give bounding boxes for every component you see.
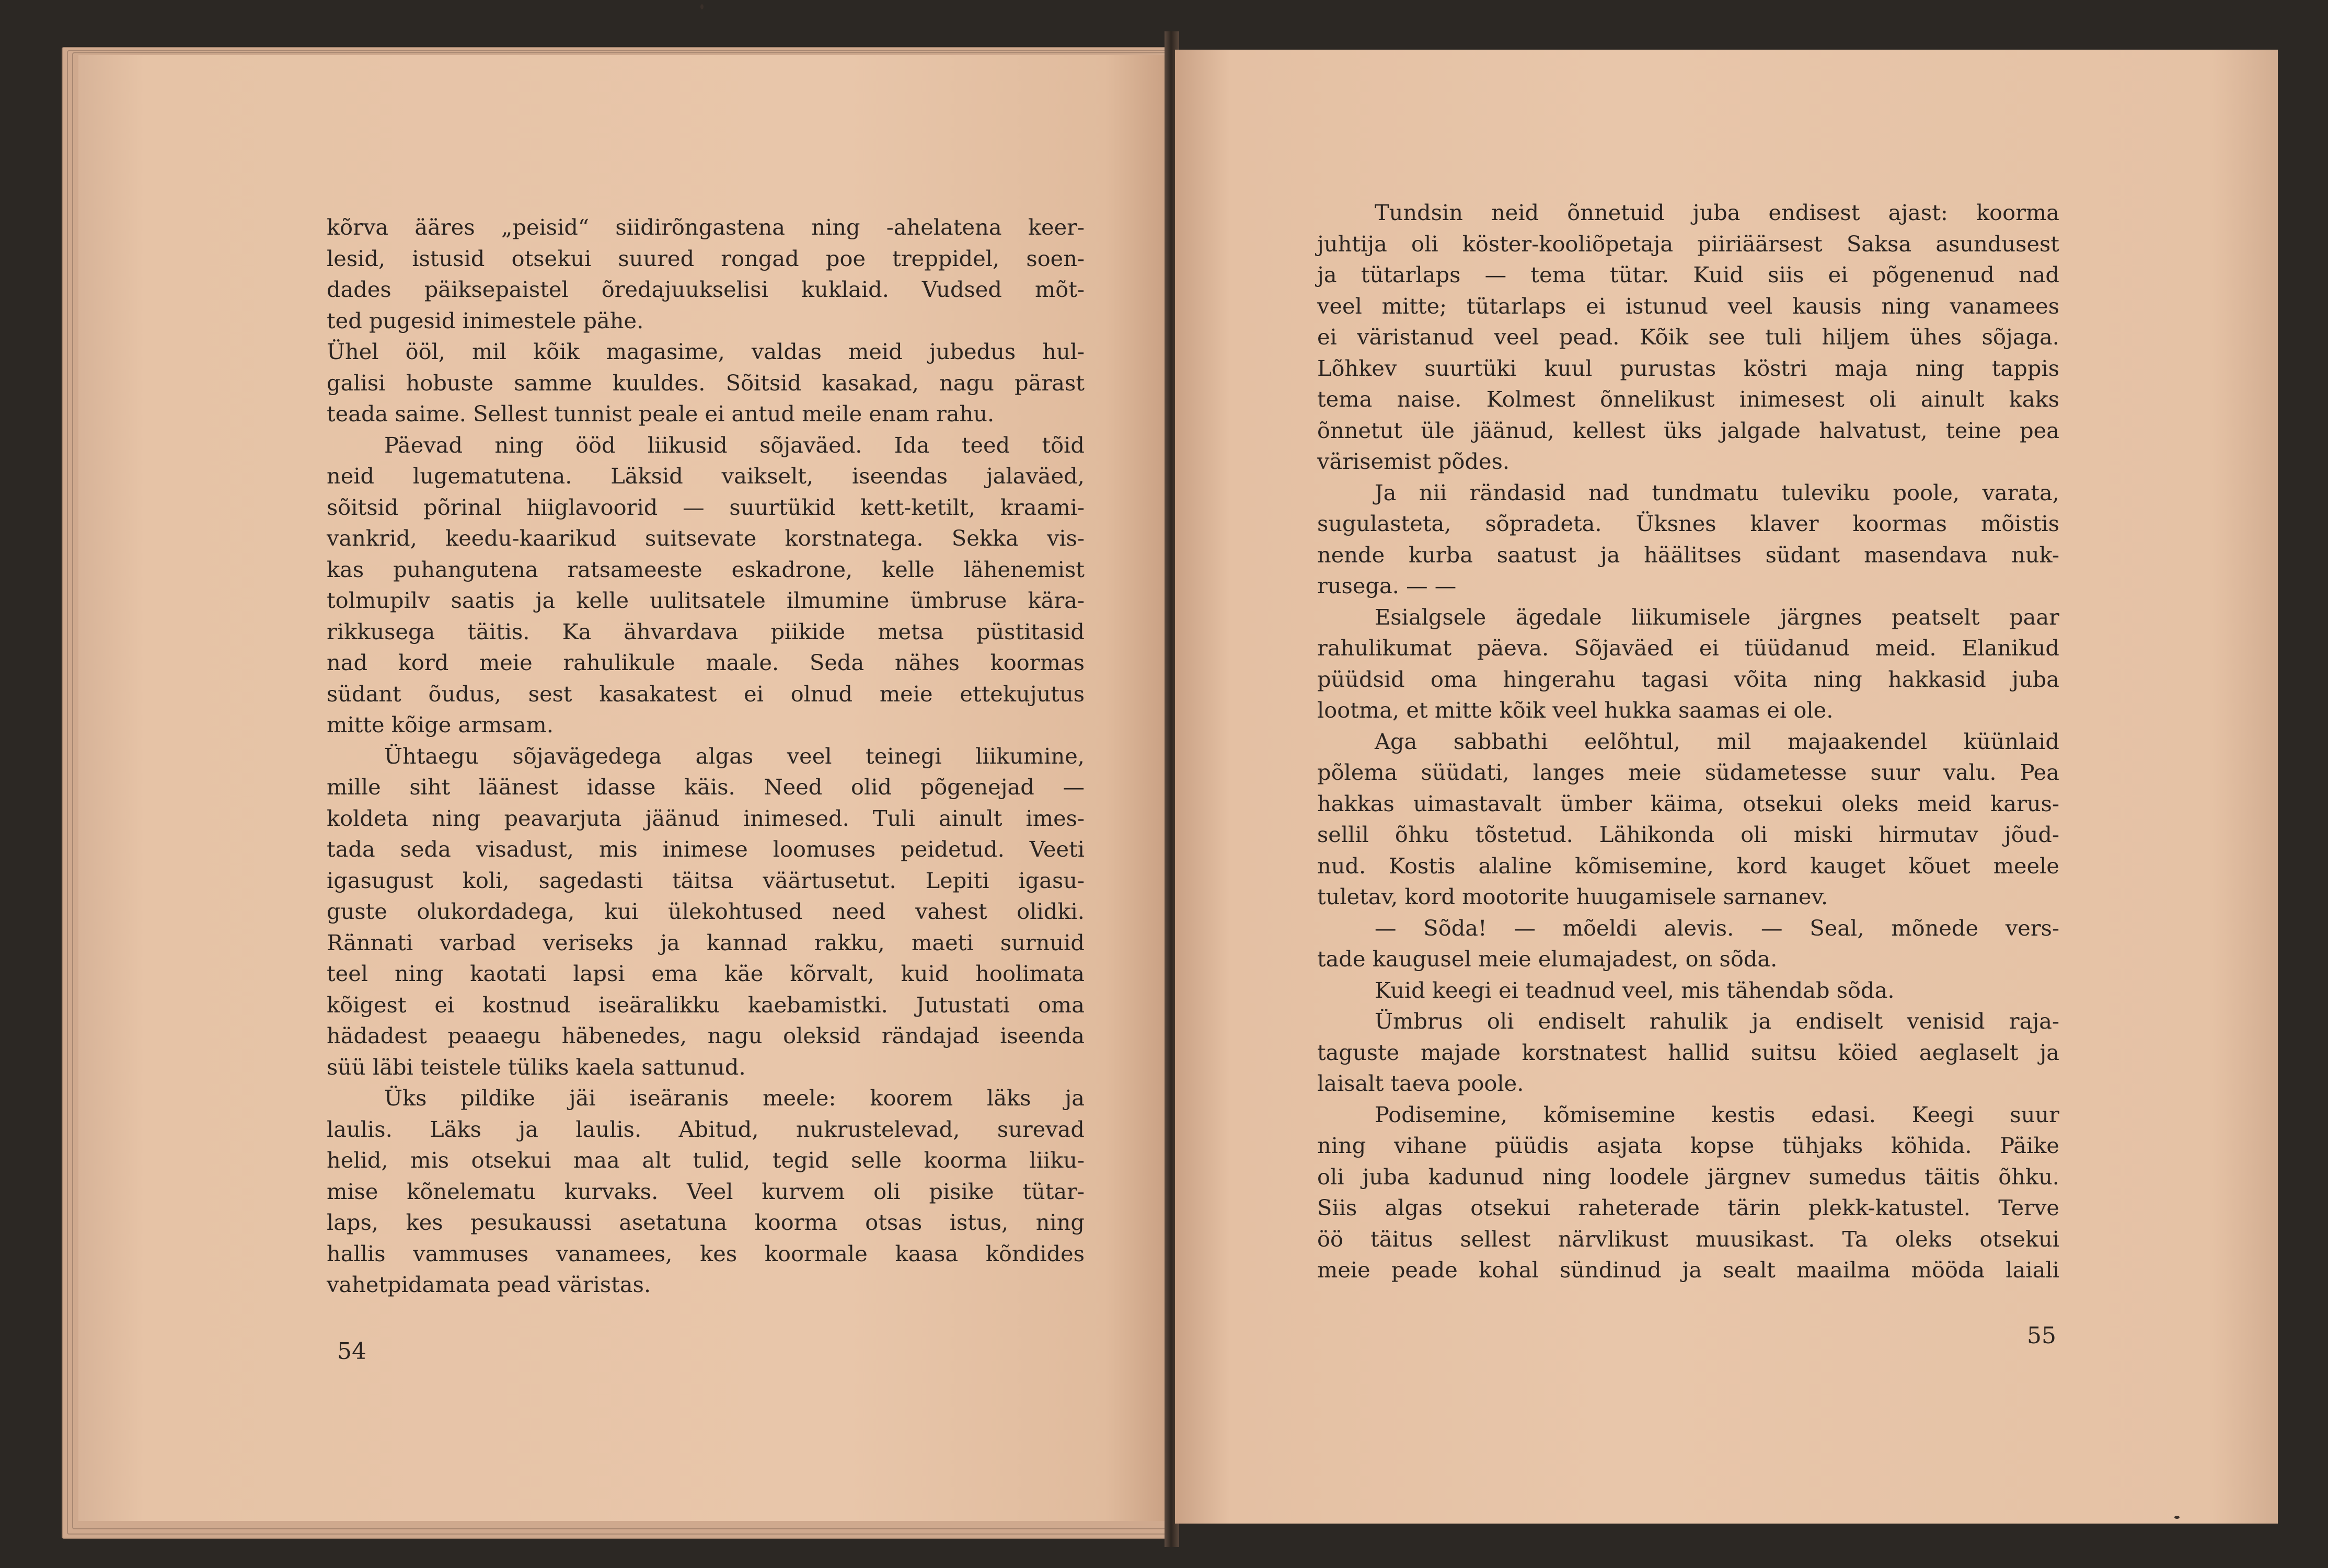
text-line: värisemist põdes. — [1317, 448, 1510, 474]
text-line: rikkusega täitis. Ka ähvardava piikide metsa püstitasid — [327, 618, 1085, 644]
text-line: veel mitte; tütarlaps ei istunud veel kausis ning vanamees — [1317, 293, 2059, 319]
paper-speck — [700, 4, 704, 9]
text-line: Ühel ööl, mil kõik magasime, valdas meid jubedus hul- — [327, 339, 1085, 364]
text-line: Kuid keegi ei teadnud veel, mis tähendab sõda. — [1375, 977, 1895, 1003]
text-line: galisi hobuste samme kuuldes. Sõitsid kasakad, nagu pärast — [327, 370, 1085, 396]
paper-speck — [2174, 1516, 2180, 1519]
text-line: tolmupilv saatis ja kelle uulitsatele ilmumine ümbruse kära- — [327, 587, 1085, 613]
text-line: vahetpidamata pead väristas. — [327, 1272, 651, 1297]
text-line: oli juba kadunud ning loodele järgnev sumedus täitis õhku. — [1317, 1163, 2059, 1190]
left-page-text — [327, 212, 1085, 1300]
text-line: Ümbrus oli endiselt rahulik ja endiselt venisid raja- — [1375, 1008, 2059, 1034]
text-line: juhtija oli köster-kooliõpetaja piiriäärsest Saksa asundusest — [1317, 230, 2059, 257]
text-line: hallis vammuses vanamees, kes koormale kaasa kõndides — [327, 1240, 1085, 1266]
text-line: Podisemine, kõmisemine kestis edasi. Keegi suur — [1375, 1101, 2059, 1127]
text-line: helid, mis otsekui maa alt tulid, tegid selle koorma liiku- — [327, 1147, 1085, 1173]
text-line: rahulikumat päeva. Sõjaväed ei tüüdanud meid. Elanikud — [1317, 635, 2059, 661]
text-line: kas puhangutena ratsameeste eskadrone, kelle lähenemist — [327, 556, 1085, 582]
text-line: mise kõnelematu kurvaks. Veel kurvem oli pisike tütar- — [327, 1178, 1085, 1204]
text-line: ted pugesid inimestele pähe. — [327, 307, 644, 333]
text-line: öö täitus sellest närvlikust muusikast. Ta oleks otsekui — [1317, 1226, 2059, 1252]
text-line: Siis algas otsekui raheterade tärin plekk-katustel. Terve — [1317, 1195, 2059, 1220]
text-line: tuletav, kord mootorite huugamisele sarnanev. — [1317, 884, 1828, 909]
text-line: laisalt taeva poole. — [1317, 1070, 1524, 1096]
text-line: tade kaugusel meie elumajadest, on sõda. — [1317, 946, 1778, 972]
text-line: Ühtaegu sõjavägedega algas veel teinegi liikumine, — [384, 743, 1085, 769]
text-line: vankrid, keedu-kaarikud suitsevate korstnatega. Sekka vis- — [327, 525, 1085, 551]
page-number: 55 — [2027, 1322, 2056, 1349]
text-line: südant õudus, sest kasakatest ei olnud meie ettekujutus — [327, 681, 1085, 707]
text-line: nud. Kostis alaline kõmisemine, kord kauget kõuet meele — [1317, 852, 2059, 879]
text-line: püüdsid oma hingerahu tagasi võita ning hakkasid juba — [1317, 666, 2059, 692]
right-page — [1175, 50, 2278, 1524]
text-line: — Sõda! — mõeldi alevis. — Seal, mõnede vers- — [1375, 915, 2059, 941]
text-line: rusega. — — — [1317, 573, 1457, 598]
text-line: ning vihane püüdis asjata kopse tühjaks köhida. Päike — [1317, 1133, 2059, 1158]
page-number: 54 — [337, 1338, 366, 1365]
text-line: põlema süüdati, langes meie südametesse suur valu. Pea — [1317, 759, 2059, 785]
text-line: õnnetut üle jäänud, kellest üks jalgade halvatust, teine pea — [1317, 417, 2059, 443]
text-line: taguste majade korstnatest hallid suitsu köied aeglaselt ja — [1317, 1039, 2059, 1065]
text-line: ja tütarlaps — tema tütar. Kuid siis ei põgenenud nad — [1317, 262, 2059, 287]
text-line: Tundsin neid õnnetuid juba endisest ajast: koorma — [1375, 200, 2059, 225]
text-line: Üks pildike jäi iseäranis meele: koorem läks ja — [384, 1085, 1085, 1111]
left-page — [78, 55, 1171, 1521]
text-line: guste olukordadega, kui ülekohtused need vahest olidki. — [327, 898, 1085, 924]
text-line: sellil õhku tõstetud. Lähikonda oli miski hirmutav jõud- — [1317, 822, 2059, 847]
text-line: neid lugematutena. Läksid vaikselt, iseendas jalaväed, — [327, 463, 1085, 489]
text-line: lesid, istusid otsekui suured rongad poe treppidel, soen- — [327, 245, 1085, 271]
text-line: Lõhkev suurtüki kuul purustas köstri maja ning tappis — [1317, 355, 2059, 381]
text-line: Päevad ning ööd liikusid sõjaväed. Ida teed tõid — [384, 432, 1085, 458]
text-line: nad kord meie rahulikule maale. Seda nähes koormas — [327, 650, 1085, 675]
text-line: mitte kõige armsam. — [327, 712, 554, 737]
right-page-text — [1317, 197, 2059, 1286]
text-line: koldeta ning peavarjuta jäänud inimesed. Tuli ainult imes- — [327, 805, 1085, 831]
text-line: hädadest peaaegu häbenedes, nagu oleksid rändajad iseenda — [327, 1023, 1085, 1048]
text-line: kõigest ei kostnud iseäralikku kaebamistki. Jutustati oma — [327, 991, 1085, 1018]
text-line: meie peade kohal sündinud ja sealt maailma mööda laiali — [1317, 1257, 2059, 1283]
text-line: ei väristanud veel pead. Kõik see tuli hiljem ühes sõjaga. — [1317, 324, 2059, 350]
text-line: kõrva ääres „peisid“ siidirõngastena ning -ahelatena keer- — [327, 214, 1085, 240]
text-line: tema naise. Kolmest õnnelikust inimesest oli ainult kaks — [1317, 386, 2059, 412]
text-line: sõitsid põrinal hiiglavoorid — suurtükid kett-ketilt, kraami- — [327, 494, 1085, 520]
text-line: mille siht läänest idasse käis. Need olid põgenejad — — [327, 774, 1085, 800]
text-line: tada seda visadust, mis inimese loomuses peidetud. Veeti — [327, 836, 1085, 862]
text-line: dades päiksepaistel õredajuukselisi kuklaid. Vudsed mõt- — [327, 276, 1085, 302]
text-line: sugulasteta, sõpradeta. Üksnes klaver koormas mõistis — [1317, 511, 2059, 536]
text-line: Rännati varbad veriseks ja kannad rakku, maeti surnuid — [327, 929, 1085, 955]
text-line: Aga sabbathi eelõhtul, mil majaakendel küünlaid — [1375, 728, 2059, 754]
text-line: teel ning kaotati lapsi ema käe kõrvalt, kuid hoolimata — [327, 961, 1085, 986]
text-line: Esialgsele ägedale liikumisele järgnes peatselt paar — [1375, 604, 2059, 630]
text-line: igasugust koli, sagedasti täitsa väärtusetut. Lepiti igasu- — [327, 867, 1085, 893]
text-line: teada saime. Sellest tunnist peale ei antud meile enam rahu. — [327, 401, 995, 426]
text-line: hakkas uimastavalt ümber käima, otsekui oleks meid karus- — [1317, 790, 2059, 816]
text-line: laps, kes pesukaussi asetatuna koorma otsas istus, ning — [327, 1209, 1085, 1235]
text-line: Ja nii rändasid nad tundmatu tuleviku poole, varata, — [1375, 479, 2059, 505]
text-line: süü läbi teistele tüliks kaela sattunud. — [327, 1054, 746, 1080]
text-line: laulis. Läks ja laulis. Abitud, nukrustelevad, surevad — [327, 1116, 1085, 1142]
text-line: lootma, et mitte kõik veel hukka saamas ei ole. — [1317, 697, 1834, 723]
text-line: nende kurba saatust ja häälitses südant masendava nuk- — [1317, 541, 2059, 568]
